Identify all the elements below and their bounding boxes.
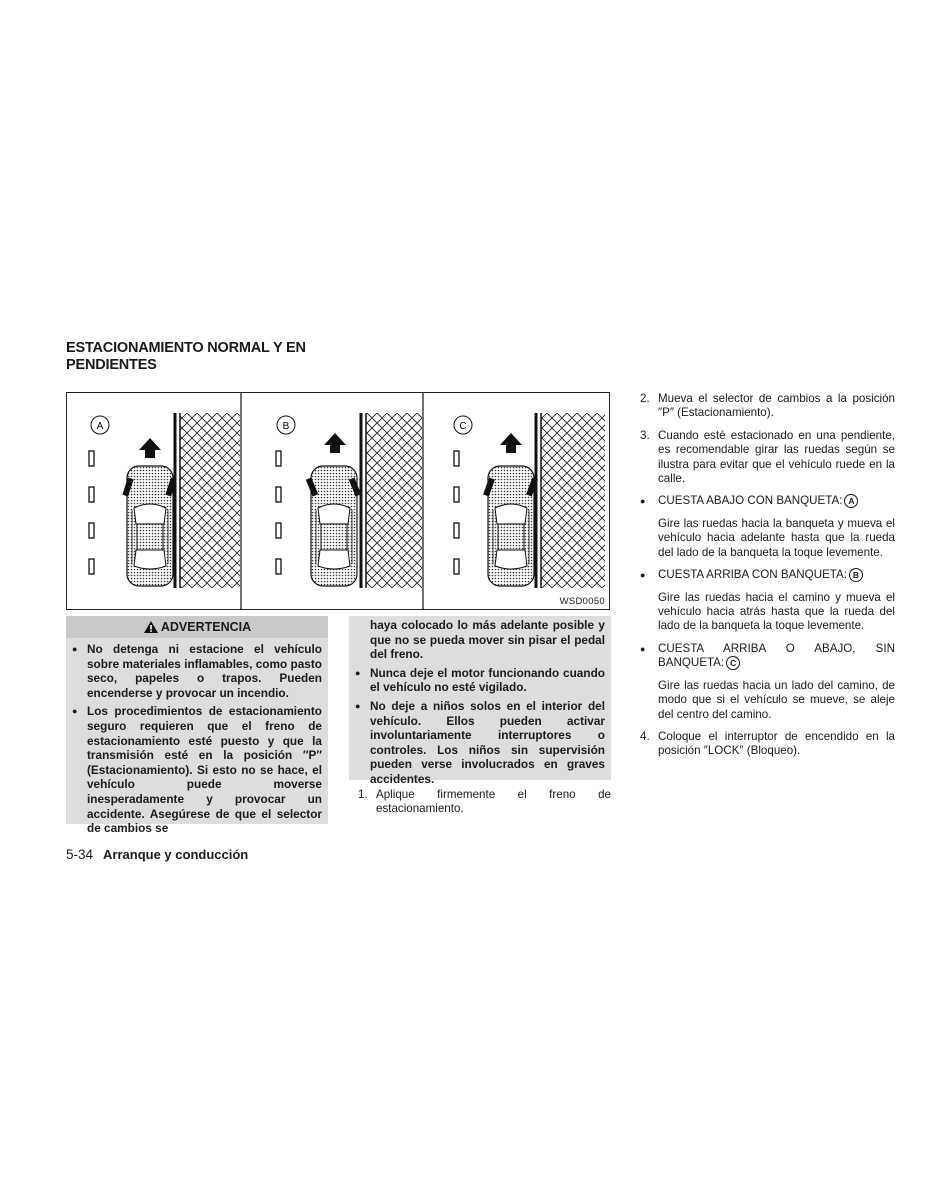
- panel-b: [276, 393, 423, 609]
- step-number: 2.: [640, 392, 650, 405]
- warning-title-text: ADVERTENCIA: [160, 620, 252, 634]
- parking-figure: [66, 392, 610, 610]
- step-3: [640, 429, 895, 487]
- step-1: [358, 788, 611, 817]
- car-icon: [127, 466, 173, 586]
- panel-a: [89, 393, 241, 609]
- warning-item: ● No deje a niños solos en el interior del vehículo. Ellos pueden activar involuntariamente interruptores o controles. Los niños sin supervisión pueden verse involucrados en graves accidentes.: [355, 699, 605, 787]
- bullet-label: CUESTA ARRIBA CON BANQUETA:: [658, 568, 847, 582]
- panel-b-label: B: [282, 421, 290, 432]
- bullet-uphill-curb: [640, 568, 895, 582]
- warning-box-continued: [349, 616, 611, 786]
- page-number: 5-34: [66, 847, 94, 862]
- arrow-up-icon: [500, 433, 522, 453]
- warning-item: ● Los procedimientos de estacionamiento seguro requieren que el freno de estacionamiento esté puesto y que la transmisión esté en la posición ″P″ (Estacionamiento). Si esto no se hace, el vehículo puede moverse inesperadamente y provocar un accidente. Asegúrese de que el selector de cambios se: [72, 704, 322, 835]
- warning-item: ● Nunca deje el motor funcionando cuando el vehículo no esté vigilado.: [355, 666, 605, 695]
- bullet-label: CUESTA ABAJO CON BANQUETA:: [658, 494, 843, 508]
- step-text: Coloque el interruptor de encendido en la posición ″LOCK″ (Bloqueo).: [658, 729, 895, 758]
- warning-box: [66, 616, 328, 836]
- parking-illustration: [67, 393, 609, 609]
- car-icon: [311, 466, 357, 586]
- steps-column-1: [358, 788, 611, 825]
- circled-marker: A: [844, 494, 858, 508]
- bullet-text: Gire las ruedas hacia un lado del camino, de modo que si el vehículo se mueve, se aleje del centro del camino.: [658, 678, 895, 721]
- bullet-downhill-curb: [640, 494, 895, 508]
- section-title: Arranque y conducción: [103, 847, 249, 862]
- step-text: Cuando esté estacionado en una pendiente, es recomendable girar las ruedas según se ilustra para evitar que el vehículo ruede en la calle.: [658, 428, 895, 486]
- arrow-up-icon: [324, 433, 346, 453]
- warning-triangle-icon: [143, 620, 159, 634]
- warning-list: [66, 638, 328, 836]
- step-number: 3.: [640, 428, 650, 442]
- step-number: 1.: [358, 788, 368, 801]
- circled-marker: B: [849, 568, 863, 582]
- steps-column-2: [640, 392, 895, 767]
- panel-c-label: C: [459, 421, 467, 432]
- arrow-up-icon: [139, 438, 161, 458]
- car-icon: [488, 466, 534, 586]
- figure-code: WSD0050: [559, 596, 605, 607]
- step-text: Mueva el selector de cambios a la posición ″P″ (Estacionamiento).: [658, 392, 895, 420]
- panel-a-label: A: [96, 421, 104, 432]
- step-number: 4.: [640, 729, 650, 743]
- step-4: [640, 730, 895, 759]
- circled-marker: C: [726, 656, 740, 670]
- warning-continuation: haya colocado lo más adelante posible y que no se pueda mover sin pisar el pedal del freno.: [370, 618, 605, 662]
- bullet-label: CUESTA ARRIBA O ABAJO, SIN BANQUETA:: [658, 641, 895, 670]
- bullet-text: Gire las ruedas hacia el camino y mueva el vehículo hacia atrás hasta que la rueda del lado de la banqueta la toque levemente.: [658, 590, 895, 633]
- step-2: [640, 392, 895, 421]
- panel-c: [454, 413, 605, 588]
- bullet-text: Gire las ruedas hacia la banqueta y mueva el vehículo hacia adelante hasta que la rueda del lado de la banqueta la toque levemente.: [658, 516, 895, 559]
- step-text: Aplique firmemente el freno de estacionamiento.: [376, 788, 611, 816]
- warning-item: ● No detenga ni estacione el vehículo sobre materiales inflamables, como pasto seco, papeles o trapos. Pueden encenderse y provocar un incendio.: [72, 642, 322, 700]
- page-footer: [66, 847, 248, 862]
- section-heading: ESTACIONAMIENTO NORMAL Y EN PENDIENTES: [66, 340, 306, 373]
- bullet-no-curb: [640, 642, 895, 671]
- warning-title: [66, 616, 328, 638]
- warning-list-continued: [355, 666, 605, 787]
